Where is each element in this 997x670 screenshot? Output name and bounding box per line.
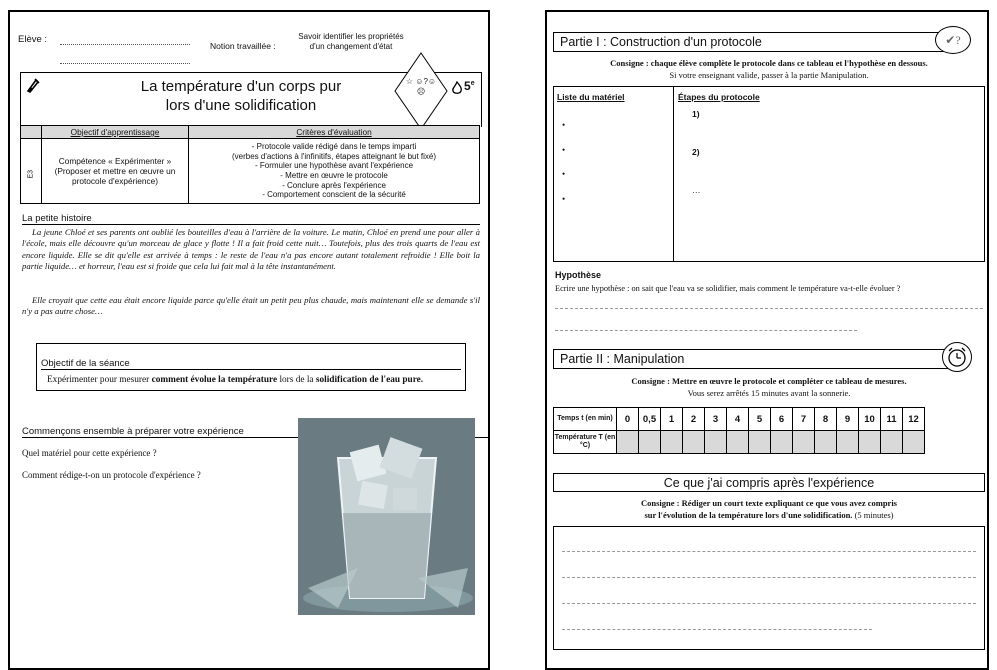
alarm-clock-icon xyxy=(942,342,972,372)
temperature-input-cell[interactable] xyxy=(683,431,705,454)
objective-text-bold-1: comment évolue la température xyxy=(151,375,278,385)
temperature-input-cell[interactable] xyxy=(903,431,925,454)
evaluation-diamond xyxy=(393,51,449,136)
check-icon: ✔? xyxy=(935,26,971,54)
prepare-heading: Commençons ensemble à préparer votre expérience xyxy=(22,426,488,438)
conclusion-answer-line[interactable] xyxy=(562,603,976,604)
level-suffix: e xyxy=(470,80,475,87)
time-cell: 10 xyxy=(859,408,881,431)
time-cell: 12 xyxy=(903,408,925,431)
hypothese-answer-line[interactable] xyxy=(555,308,983,309)
time-label: Temps t (en min) xyxy=(554,408,617,431)
time-cell: 6 xyxy=(771,408,793,431)
criteria-list xyxy=(189,139,480,204)
page-title xyxy=(101,77,381,115)
competence-text: Compétence « Expérimenter » (Proposer et mettre en œuvre un protocole d'expérience) xyxy=(42,139,189,204)
part2-consigne: Consigne : Mettre en œuvre le protocole et compléter ce tableau de mesures. xyxy=(631,376,907,386)
eleve-name-line-2[interactable] xyxy=(60,63,190,64)
objective-text-start: Expérimenter pour mesurer xyxy=(47,375,152,385)
conclusion-answer-line[interactable] xyxy=(562,577,976,578)
title-line-1: La température d'un corps pur xyxy=(140,78,342,95)
test-tube-icon xyxy=(24,77,40,98)
criterion-item: - Conclure après l'expérience xyxy=(282,180,386,190)
time-cell: 4 xyxy=(727,408,749,431)
story-heading: La petite histoire xyxy=(22,213,480,225)
time-cell: 0,5 xyxy=(639,408,661,431)
temperature-input-cell[interactable] xyxy=(815,431,837,454)
conclusion-time: (5 minutes) xyxy=(852,510,894,520)
criterion-item: - Formuler une hypothèse avant l'expérience xyxy=(254,161,414,171)
part2-header: Partie II : Manipulation xyxy=(553,349,949,369)
objective-box-heading: Objectif de la séance xyxy=(41,358,461,370)
time-cell: 8 xyxy=(815,408,837,431)
time-cell: 1 xyxy=(661,408,683,431)
notion-value xyxy=(292,32,410,52)
temperature-input-cell[interactable] xyxy=(859,431,881,454)
temperature-input-cell[interactable] xyxy=(617,431,639,454)
diamond-faces: ☆ ☺?☺ ☹ xyxy=(405,77,437,96)
temperature-input-cell[interactable] xyxy=(705,431,727,454)
objective-box xyxy=(36,343,466,391)
measurements-table xyxy=(553,407,925,454)
protocol-step: 2) xyxy=(692,147,700,157)
level-number: 5 xyxy=(464,79,471,93)
conclusion-consigne-line-2 xyxy=(553,510,985,520)
title-line-2: lors d'une solidification xyxy=(165,97,317,114)
time-cell: 2 xyxy=(683,408,705,431)
temperature-row xyxy=(554,431,925,454)
protocol-step: … xyxy=(692,185,701,195)
conclusion-answer-line[interactable] xyxy=(562,551,976,552)
time-cell: 9 xyxy=(837,408,859,431)
hypothese-prompt: Ecrire une hypothèse : on sait que l'eau va se solidifier, mais comment le température va-t-elle évoluer ? xyxy=(555,284,901,293)
objective-text-middle: lors de la xyxy=(277,375,316,385)
notion-value-line-1: Savoir identifier les propriétés xyxy=(298,32,404,41)
question-materiel: Quel matériel pour cette expérience ? xyxy=(22,448,157,458)
level-badge xyxy=(464,79,475,93)
temperature-input-cell[interactable] xyxy=(793,431,815,454)
materiel-header: Liste du matériel xyxy=(557,92,625,102)
materiel-bullet: • xyxy=(562,169,566,179)
temperature-input-cell[interactable] xyxy=(881,431,903,454)
left-worksheet-page xyxy=(8,10,490,670)
eleve-label: Elève : xyxy=(18,34,48,45)
time-cell: 0 xyxy=(617,408,639,431)
code-header-cell xyxy=(21,126,42,139)
hypothese-heading: Hypothèse xyxy=(555,270,602,280)
time-cell: 7 xyxy=(793,408,815,431)
criterion-item: - Protocole valide rédigé dans le temps imparti xyxy=(251,141,417,151)
conclusion-consigne-line-1: Consigne : Rédiger un court texte expliquant ce que vous avez compris xyxy=(640,498,897,508)
temperature-input-cell[interactable] xyxy=(727,431,749,454)
protocol-table xyxy=(553,86,985,262)
time-cell: 5 xyxy=(749,408,771,431)
story-paragraph-2: Elle croyait que cette eau était encore liquide parce qu'elle était un petit peu plus chaude, mais maintenant elle se demande s'il n'y a pas autre chose… xyxy=(22,295,480,317)
conclusion-header: Ce que j'ai compris après l'expérience xyxy=(553,473,985,492)
time-row xyxy=(554,408,925,431)
hypothese-answer-line[interactable] xyxy=(555,330,857,331)
ice-glass-photo xyxy=(298,418,475,615)
objective-header: Objectif d'apprentissage xyxy=(42,126,189,139)
objective-text xyxy=(47,375,423,385)
title-box xyxy=(20,72,482,127)
part1-sub: Si votre enseignant valide, passer à la partie Manipulation. xyxy=(669,70,869,80)
eleve-name-line[interactable] xyxy=(60,44,190,45)
story-paragraph-1: La jeune Chloé et ses parents ont oublié les bouteilles d'eau à l'arrière de la voiture. Le matin, Chloé en prend une pour aller à l'école, mais elle découvre qu'un morceau de glace y flotte ! Il a fait froid cette nuit… Toutefois, plus des trois quarts de l'eau est encore liquide. Elle se dit qu'elle est arrivée à temps : le reste de l'eau n'a pas encore autant totalement refroidie ! Elle boit la partie liquide… et horreur, l'eau est si froide que cela lui fait mal à la tête instantanément. xyxy=(22,227,480,272)
time-cell: 11 xyxy=(881,408,903,431)
notion-value-line-2: d'un changement d'état xyxy=(309,42,393,51)
etapes-header: Étapes du protocole xyxy=(678,92,760,102)
part2-sub: Vous serez arrêtés 15 minutes avant la sonnerie. xyxy=(687,388,851,398)
criterion-item: - Mettre en œuvre le protocole xyxy=(280,171,388,180)
question-protocole: Comment rédige-t-on un protocole d'expérience ? xyxy=(22,470,201,480)
competence-code: E3 xyxy=(27,169,35,178)
competence-code-cell xyxy=(21,139,42,204)
criterion-item: - Comportement conscient de la sécurité xyxy=(262,190,406,200)
notion-label: Notion travaillée : xyxy=(210,41,276,51)
criterion-item: (verbes d'actions à l'infinitifs, étapes atteignant le but fixé) xyxy=(231,151,437,161)
conclusion-answer-box[interactable] xyxy=(553,526,985,650)
temperature-label: Température T (en °C) xyxy=(554,431,617,454)
objective-text-bold-2: solidification de l'eau pure. xyxy=(315,375,424,385)
temperature-input-cell[interactable] xyxy=(639,431,661,454)
materiel-bullet: • xyxy=(562,120,566,130)
conclusion-consigne-bold: sur l'évolution de la température lors d'une solidification. xyxy=(644,510,853,520)
part1-consigne: Consigne : chaque élève complète le protocole dans ce tableau et l'hypothèse en dessous. xyxy=(610,58,928,68)
flame-icon xyxy=(451,81,463,100)
protocol-table-divider xyxy=(673,87,674,261)
temperature-input-cell[interactable] xyxy=(749,431,771,454)
conclusion-answer-line[interactable] xyxy=(562,629,872,630)
temperature-input-cell[interactable] xyxy=(837,431,859,454)
objectives-table xyxy=(20,125,480,204)
materiel-bullet: • xyxy=(562,145,566,155)
right-worksheet-page xyxy=(545,10,989,670)
protocol-step: 1) xyxy=(692,109,700,119)
time-cell: 3 xyxy=(705,408,727,431)
criteria-header: Critères d'évaluation xyxy=(189,126,480,139)
temperature-input-cell[interactable] xyxy=(661,431,683,454)
temperature-input-cell[interactable] xyxy=(771,431,793,454)
materiel-bullet: • xyxy=(562,194,566,204)
part1-header: Partie I : Construction d'un protocole xyxy=(553,32,949,52)
